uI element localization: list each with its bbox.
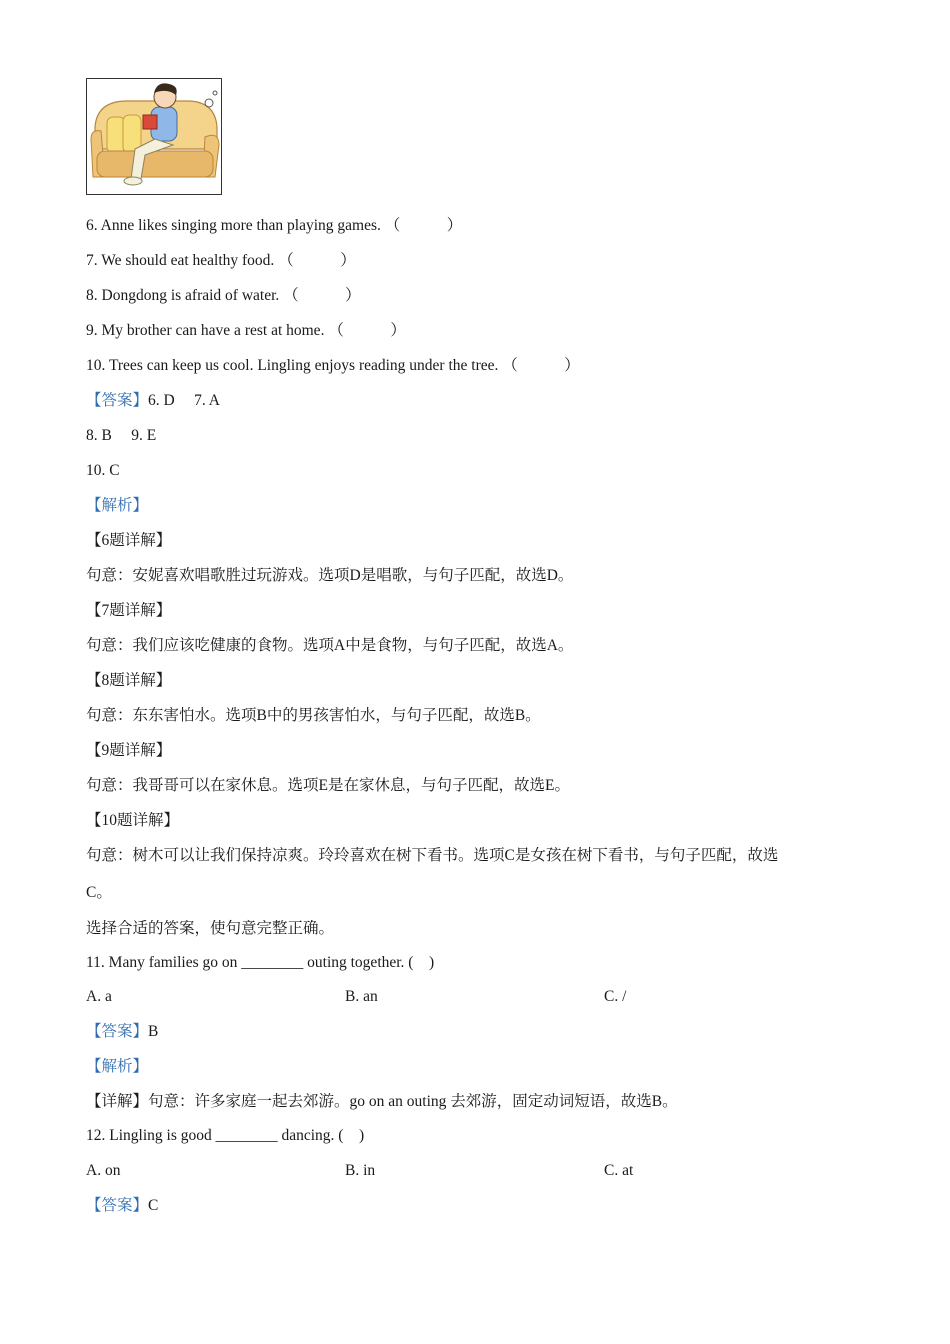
- answer-tag: 【答案】: [86, 1023, 149, 1040]
- section-instruction: 选择合适的答案，使句意完整正确。: [86, 920, 335, 937]
- question-8: [86, 286, 361, 306]
- answer-blank: （ ）: [502, 357, 580, 374]
- answer-tag: 【答案】: [86, 1197, 149, 1214]
- answer-line-1: [86, 391, 220, 411]
- detail-6-head: 【6题详解】: [86, 532, 172, 549]
- question-9: [86, 321, 406, 341]
- answer-blank: （ ）: [328, 322, 406, 339]
- detail-9-body: 句意：我哥哥可以在家休息。选项E是在家休息，与句子匹配，故选E。: [86, 777, 570, 794]
- question-text: 10. Trees can keep us cool. Lingling enjoys reading under the tree.: [86, 357, 499, 374]
- analysis-tag: 【解析】: [86, 497, 149, 514]
- question-6: [86, 216, 462, 236]
- q12-option-b: B. in: [345, 1162, 376, 1179]
- question-10: [86, 356, 580, 376]
- detail-10-head: 【10题详解】: [86, 812, 180, 829]
- detail-8-body: 句意：东东害怕水。选项B中的男孩害怕水，与句子匹配，故选B。: [86, 707, 541, 724]
- answer-line-2: 8. B 9. E: [86, 427, 157, 444]
- answer-blank: （ ）: [283, 287, 361, 304]
- answer-text: 6. D 7. A: [148, 392, 220, 409]
- detail-7-body: 句意：我们应该吃健康的食物。选项A中是食物，与句子匹配，故选A。: [86, 637, 574, 654]
- q11-option-c: C. /: [604, 988, 627, 1005]
- detail-6-body: 句意：安妮喜欢唱歌胜过玩游戏。选项D是唱歌，与句子匹配，故选D。: [86, 567, 574, 584]
- detail-text: 句意：许多家庭一起去郊游。go on an outing 去郊游，固定动词短语，故选B。: [148, 1093, 678, 1110]
- answer-line-3: 10. C: [86, 462, 120, 479]
- detail-8-head: 【8题详解】: [86, 672, 172, 689]
- answer-blank: （ ）: [278, 252, 356, 269]
- answer-text: C: [148, 1197, 159, 1214]
- illustration-boy-reading-on-sofa: [86, 78, 222, 195]
- answer-tag: 【答案】: [86, 392, 149, 409]
- question-text: 8. Dongdong is afraid of water.: [86, 287, 280, 304]
- detail-tag: 【详解】: [86, 1093, 149, 1110]
- q12-answer: [86, 1196, 158, 1216]
- q11-detail: [86, 1092, 678, 1112]
- question-text: 6. Anne likes singing more than playing games.: [86, 217, 381, 234]
- q12-option-a: A. on: [86, 1162, 121, 1179]
- answer-text: B: [148, 1023, 159, 1040]
- q11-option-b: B. an: [345, 988, 378, 1005]
- question-text: 9. My brother can have a rest at home.: [86, 322, 325, 339]
- q12-option-c: C. at: [604, 1162, 634, 1179]
- question-text: 7. We should eat healthy food.: [86, 252, 275, 269]
- detail-10-body-cont: C。: [86, 884, 112, 901]
- question-11: 11. Many families go on ________ outing together. ( ): [86, 954, 435, 971]
- q11-answer: [86, 1022, 158, 1042]
- q11-option-a: A. a: [86, 988, 112, 1005]
- detail-7-head: 【7题详解】: [86, 602, 172, 619]
- detail-10-body: 句意：树木可以让我们保持凉爽。玲玲喜欢在树下看书。选项C是女孩在树下看书，与句子匹配，故选: [86, 847, 779, 864]
- detail-9-head: 【9题详解】: [86, 742, 172, 759]
- q11-analysis-tag: 【解析】: [86, 1058, 149, 1075]
- answer-blank: （ ）: [384, 217, 463, 234]
- question-7: [86, 251, 356, 271]
- sofa-reading-image: [87, 79, 221, 194]
- question-12: 12. Lingling is good ________ dancing. ( ): [86, 1127, 365, 1144]
